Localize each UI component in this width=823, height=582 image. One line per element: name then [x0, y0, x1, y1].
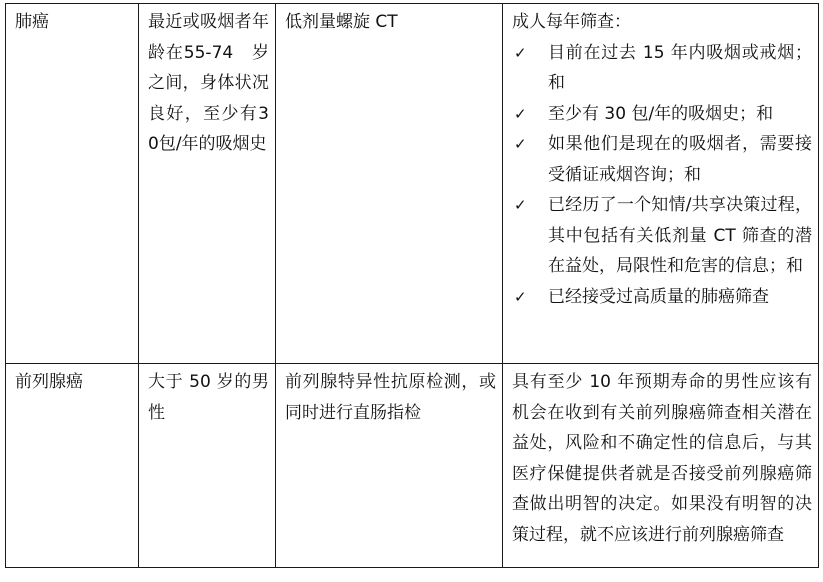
criterion-text: 至少有 30 包/年的吸烟史；和	[548, 103, 774, 124]
population-text: 大于 50 岁的男性	[148, 372, 269, 423]
list-item	[512, 38, 812, 99]
list-item	[512, 129, 812, 190]
check-icon: ✓	[514, 135, 527, 153]
cancer-type-cell	[6, 4, 139, 364]
population-cell	[139, 4, 276, 364]
recommendation-cell	[503, 364, 819, 568]
test-method-text: 前列腺特异性抗原检测，或同时进行直肠指检	[285, 372, 496, 423]
test-method-cell	[276, 4, 503, 364]
criteria-list	[512, 38, 812, 313]
check-icon: ✓	[514, 104, 527, 123]
cancer-type-cell	[6, 364, 139, 568]
check-icon: ✓	[514, 287, 527, 306]
cancer-type-text: 肺癌	[15, 12, 49, 32]
list-item	[512, 99, 812, 130]
test-method-text: 低剂量螺旋 CT	[285, 12, 398, 32]
table-row	[6, 4, 819, 364]
population-cell	[139, 364, 276, 568]
recommendation-cell	[503, 4, 819, 364]
list-item	[512, 190, 812, 282]
criterion-text: 目前在过去 15 年内吸烟或戒烟；和	[548, 42, 812, 93]
recommendation-intro: 成人每年筛查：	[512, 12, 631, 32]
table-row	[6, 364, 819, 568]
cancer-type-text: 前列腺癌	[15, 372, 83, 392]
list-item	[512, 282, 812, 313]
criterion-text: 如果他们是现在的吸烟者，需要接受循证戒烟咨询；和	[548, 134, 812, 185]
criterion-text: 已经历了一个知情/共享决策过程，其中包括有关低剂量 CT 筛查的潜在益处，局限性和危害的信息；和	[548, 195, 812, 276]
test-method-cell	[276, 364, 503, 568]
screening-table	[5, 3, 819, 568]
population-text: 最近或吸烟者年龄在55-74 岁之间，身体状况良好，至少有30包/年的吸烟史	[148, 12, 269, 154]
check-icon: ✓	[514, 43, 527, 62]
criterion-text: 已经接受过高质量的肺癌筛查	[548, 286, 769, 307]
recommendation-text: 具有至少 10 年预期寿命的男性应该有机会在收到有关前列腺癌筛查相关潜在益处，风险和不确定性的信息后，与其医疗保健提供者就是否接受前列腺癌筛查做出明智的决定。如果没有明智的决策过程，就不应该进行前列腺癌筛查	[512, 372, 812, 545]
check-icon: ✓	[514, 196, 527, 214]
